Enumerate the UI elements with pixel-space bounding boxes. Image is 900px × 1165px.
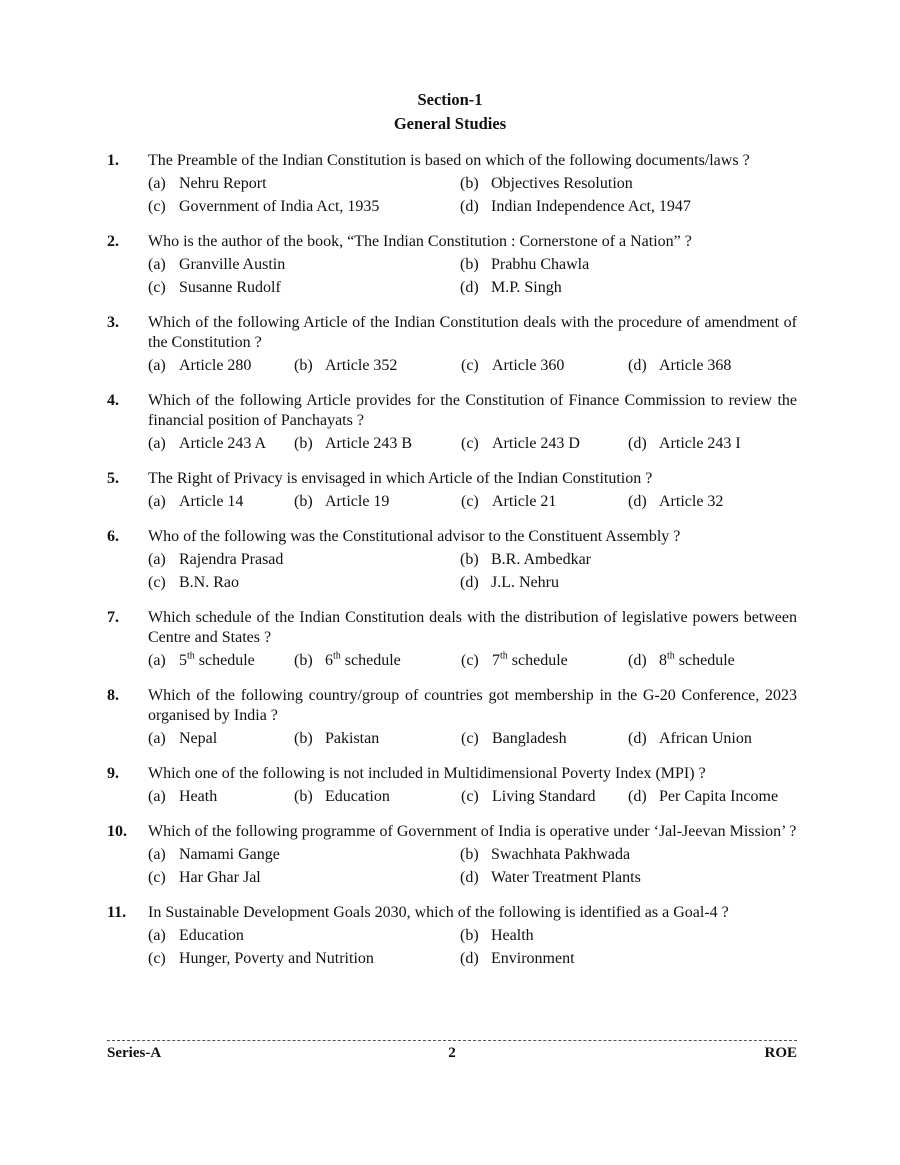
option-label: (d) bbox=[460, 279, 479, 296]
option-label: (a) bbox=[148, 256, 166, 273]
question-text: Which of the following Article of the Indian Constitution deals with the procedure of amendment of the Constitution ? bbox=[148, 314, 797, 351]
option-ordinal: 8 bbox=[659, 652, 667, 669]
section-title: Section-1 bbox=[417, 90, 483, 109]
option-text: Per Capita Income bbox=[659, 788, 779, 805]
option-label: (b) bbox=[294, 357, 313, 374]
option-label: (c) bbox=[461, 730, 479, 747]
option-ordinal-suffix: th bbox=[333, 650, 341, 662]
option-label: (b) bbox=[460, 175, 479, 192]
option-label: (a) bbox=[148, 846, 166, 863]
option-text: Prabhu Chawla bbox=[491, 256, 590, 273]
question-stem bbox=[107, 608, 797, 648]
option-label: (d) bbox=[460, 198, 479, 215]
option-label: (d) bbox=[460, 869, 479, 886]
option-text: Article 360 bbox=[492, 357, 565, 374]
option-label: (d) bbox=[460, 950, 479, 967]
option-c bbox=[148, 868, 460, 888]
question-text: The Preamble of the Indian Constitution is based on which of the following documents/laws ? bbox=[148, 152, 750, 169]
option-a bbox=[148, 434, 294, 454]
option-text: African Union bbox=[659, 730, 752, 747]
option-c bbox=[461, 356, 628, 376]
option-text: Har Ghar Jal bbox=[179, 869, 261, 886]
option-b bbox=[294, 651, 461, 671]
option-b bbox=[294, 356, 461, 376]
option-list bbox=[148, 845, 797, 888]
footer-divider bbox=[107, 1040, 797, 1041]
question-stem bbox=[107, 469, 797, 489]
option-text: schedule bbox=[194, 652, 255, 669]
option-text: Article 243 A bbox=[179, 435, 267, 452]
option-text: Article 243 I bbox=[659, 435, 741, 452]
option-label: (c) bbox=[148, 198, 166, 215]
question-text: Which of the following programme of Government of India is operative under ‘Jal-Jeevan Mission’ ? bbox=[148, 823, 797, 840]
question-stem bbox=[107, 903, 797, 923]
question-stem bbox=[107, 391, 797, 431]
section-header bbox=[0, 88, 900, 136]
question-3 bbox=[107, 313, 797, 376]
option-label: (c) bbox=[148, 950, 166, 967]
option-label: (d) bbox=[628, 730, 647, 747]
question-number: 10. bbox=[107, 823, 127, 840]
question-text: Who of the following was the Constitutional advisor to the Constituent Assembly ? bbox=[148, 528, 681, 545]
option-label: (c) bbox=[461, 357, 479, 374]
option-text: Heath bbox=[179, 788, 218, 805]
option-text: Article 21 bbox=[492, 493, 557, 510]
option-label: (c) bbox=[461, 493, 479, 510]
option-label: (c) bbox=[148, 869, 166, 886]
question-number: 7. bbox=[107, 609, 119, 626]
option-a bbox=[148, 651, 294, 671]
option-list bbox=[148, 926, 797, 969]
option-a bbox=[148, 174, 460, 194]
option-c bbox=[461, 651, 628, 671]
question-7 bbox=[107, 608, 797, 671]
option-d bbox=[628, 434, 798, 454]
option-d bbox=[460, 278, 772, 298]
option-label: (c) bbox=[461, 435, 479, 452]
option-c bbox=[461, 492, 628, 512]
option-ordinal-suffix: th bbox=[500, 650, 508, 662]
option-b bbox=[294, 492, 461, 512]
option-ordinal: 6 bbox=[325, 652, 333, 669]
option-label: (a) bbox=[148, 730, 166, 747]
option-label: (d) bbox=[460, 574, 479, 591]
option-text: Rajendra Prasad bbox=[179, 551, 284, 568]
page-footer bbox=[107, 1045, 797, 1067]
option-a bbox=[148, 845, 460, 865]
option-list bbox=[148, 255, 797, 298]
option-label: (d) bbox=[628, 357, 647, 374]
option-c bbox=[148, 278, 460, 298]
option-list bbox=[148, 434, 797, 454]
question-number: 4. bbox=[107, 392, 119, 409]
question-text: In Sustainable Development Goals 2030, which of the following is identified as a Goal-4 ? bbox=[148, 904, 729, 921]
option-label: (d) bbox=[628, 493, 647, 510]
series-label: Series-A bbox=[107, 1045, 162, 1061]
option-text: Objectives Resolution bbox=[491, 175, 633, 192]
option-text: J.L. Nehru bbox=[491, 574, 559, 591]
option-text: Government of India Act, 1935 bbox=[179, 198, 380, 215]
question-stem bbox=[107, 822, 797, 842]
option-d bbox=[460, 868, 772, 888]
option-b bbox=[460, 845, 772, 865]
option-label: (a) bbox=[148, 652, 166, 669]
question-number: 9. bbox=[107, 765, 119, 782]
option-c bbox=[461, 434, 628, 454]
option-text: Article 352 bbox=[325, 357, 398, 374]
option-b bbox=[460, 174, 772, 194]
option-label: (b) bbox=[294, 788, 313, 805]
option-b bbox=[460, 255, 772, 275]
option-label: (b) bbox=[294, 652, 313, 669]
question-6 bbox=[107, 527, 797, 593]
option-label: (a) bbox=[148, 788, 166, 805]
option-list bbox=[148, 174, 797, 217]
question-stem bbox=[107, 313, 797, 353]
question-text: The Right of Privacy is envisaged in which Article of the Indian Constitution ? bbox=[148, 470, 653, 487]
option-text: Article 368 bbox=[659, 357, 732, 374]
question-stem bbox=[107, 764, 797, 784]
option-text: Swachhata Pakhwada bbox=[491, 846, 631, 863]
option-a bbox=[148, 356, 294, 376]
option-list bbox=[148, 729, 797, 749]
question-stem bbox=[107, 232, 797, 252]
option-text: Article 32 bbox=[659, 493, 724, 510]
option-list bbox=[148, 787, 797, 807]
option-ordinal-suffix: th bbox=[187, 650, 195, 662]
option-a bbox=[148, 492, 294, 512]
question-text: Which of the following Article provides for the Constitution of Finance Commission to review the financial position of Panchayats ? bbox=[148, 392, 797, 429]
question-stem bbox=[107, 686, 797, 726]
option-label: (d) bbox=[628, 435, 647, 452]
question-text: Which schedule of the Indian Constitution deals with the distribution of legislative powers between Centre and States ? bbox=[148, 609, 797, 646]
option-text: Nehru Report bbox=[179, 175, 267, 192]
option-label: (b) bbox=[460, 846, 479, 863]
option-label: (c) bbox=[148, 574, 166, 591]
question-number: 3. bbox=[107, 314, 119, 331]
option-a bbox=[148, 926, 460, 946]
option-text: Namami Gange bbox=[179, 846, 280, 863]
option-text: schedule bbox=[340, 652, 401, 669]
option-label: (d) bbox=[628, 788, 647, 805]
option-text: B.N. Rao bbox=[179, 574, 239, 591]
option-d bbox=[460, 197, 772, 217]
option-c bbox=[148, 573, 460, 593]
subject-title: General Studies bbox=[393, 114, 507, 133]
option-label: (c) bbox=[461, 652, 479, 669]
option-label: (b) bbox=[294, 730, 313, 747]
option-label: (a) bbox=[148, 927, 166, 944]
option-label: (a) bbox=[148, 357, 166, 374]
option-b bbox=[460, 926, 772, 946]
option-b bbox=[460, 550, 772, 570]
question-number: 11. bbox=[107, 904, 127, 921]
option-list bbox=[148, 492, 797, 512]
option-label: (c) bbox=[148, 279, 166, 296]
option-ordinal: 7 bbox=[492, 652, 500, 669]
question-list bbox=[107, 151, 797, 984]
question-11 bbox=[107, 903, 797, 969]
option-a bbox=[148, 550, 460, 570]
option-list bbox=[148, 356, 797, 376]
question-number: 1. bbox=[107, 152, 119, 169]
question-stem bbox=[107, 151, 797, 171]
page-number: 2 bbox=[448, 1045, 456, 1061]
option-text: Susanne Rudolf bbox=[179, 279, 281, 296]
option-list bbox=[148, 651, 797, 671]
option-text: Health bbox=[491, 927, 534, 944]
option-text: Article 14 bbox=[179, 493, 244, 510]
option-label: (b) bbox=[294, 435, 313, 452]
question-text: Which one of the following is not included in Multidimensional Poverty Index (MPI) ? bbox=[148, 765, 706, 782]
option-label: (a) bbox=[148, 175, 166, 192]
question-9 bbox=[107, 764, 797, 807]
option-d bbox=[460, 949, 772, 969]
question-number: 2. bbox=[107, 233, 119, 250]
option-ordinal-suffix: th bbox=[667, 650, 675, 662]
option-b bbox=[294, 434, 461, 454]
question-1 bbox=[107, 151, 797, 217]
option-c bbox=[461, 729, 628, 749]
option-d bbox=[628, 787, 798, 807]
option-text: B.R. Ambedkar bbox=[491, 551, 591, 568]
option-text: Granville Austin bbox=[179, 256, 286, 273]
option-c bbox=[148, 197, 460, 217]
option-text: Water Treatment Plants bbox=[491, 869, 641, 886]
paper-code: ROE bbox=[764, 1045, 797, 1061]
option-text: Article 243 B bbox=[325, 435, 413, 452]
option-text: Education bbox=[179, 927, 244, 944]
option-a bbox=[148, 255, 460, 275]
option-label: (b) bbox=[294, 493, 313, 510]
option-text: Article 280 bbox=[179, 357, 252, 374]
question-number: 8. bbox=[107, 687, 119, 704]
option-a bbox=[148, 787, 294, 807]
option-text: Pakistan bbox=[325, 730, 380, 747]
option-text: Article 19 bbox=[325, 493, 390, 510]
question-2 bbox=[107, 232, 797, 298]
option-text: Hunger, Poverty and Nutrition bbox=[179, 950, 374, 967]
option-text: Indian Independence Act, 1947 bbox=[491, 198, 691, 215]
option-text: Bangladesh bbox=[492, 730, 567, 747]
question-number: 5. bbox=[107, 470, 119, 487]
option-label: (b) bbox=[460, 256, 479, 273]
option-label: (d) bbox=[628, 652, 647, 669]
question-text: Which of the following country/group of countries got membership in the G-20 Conference, 2023 organised by India ? bbox=[148, 687, 797, 724]
question-stem bbox=[107, 527, 797, 547]
question-text: Who is the author of the book, “The Indian Constitution : Cornerstone of a Nation” ? bbox=[148, 233, 692, 250]
option-label: (a) bbox=[148, 551, 166, 568]
option-label: (c) bbox=[461, 788, 479, 805]
option-c bbox=[148, 949, 460, 969]
option-list bbox=[148, 550, 797, 593]
option-b bbox=[294, 729, 461, 749]
option-text: schedule bbox=[507, 652, 568, 669]
option-c bbox=[461, 787, 628, 807]
option-text: Living Standard bbox=[492, 788, 596, 805]
option-label: (a) bbox=[148, 435, 166, 452]
option-b bbox=[294, 787, 461, 807]
question-10 bbox=[107, 822, 797, 888]
question-4 bbox=[107, 391, 797, 454]
question-5 bbox=[107, 469, 797, 512]
option-text: Environment bbox=[491, 950, 575, 967]
option-d bbox=[628, 492, 798, 512]
question-number: 6. bbox=[107, 528, 119, 545]
option-text: schedule bbox=[674, 652, 735, 669]
option-label: (b) bbox=[460, 551, 479, 568]
option-d bbox=[628, 651, 798, 671]
option-ordinal: 5 bbox=[179, 652, 187, 669]
option-label: (b) bbox=[460, 927, 479, 944]
option-a bbox=[148, 729, 294, 749]
option-label: (a) bbox=[148, 493, 166, 510]
option-d bbox=[628, 729, 798, 749]
option-d bbox=[460, 573, 772, 593]
option-text: Article 243 D bbox=[492, 435, 580, 452]
option-text: Education bbox=[325, 788, 390, 805]
question-8 bbox=[107, 686, 797, 749]
option-text: Nepal bbox=[179, 730, 218, 747]
option-text: M.P. Singh bbox=[491, 279, 562, 296]
option-d bbox=[628, 356, 798, 376]
